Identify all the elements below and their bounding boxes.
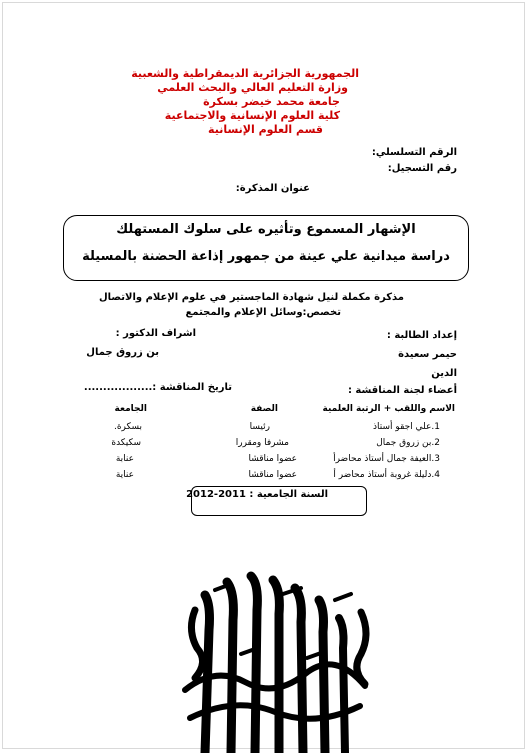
memo-subtitle: دراسة ميدانية علي عينة من جمهور إذاعة الحضنة بالمسيلة (82, 249, 450, 264)
committee-label: أعضاء لجنة المناقشة : (347, 385, 457, 396)
table-row-4-university: عناية (115, 470, 134, 480)
defense-date-label: تاريخ المناقشة :.................. (83, 382, 232, 393)
memo-title: الإشهار المسموع وتأثيره على سلوك المستهلك (116, 222, 416, 237)
table-row-3-university: عنابة (115, 454, 134, 464)
table-row-1-name: 1.علي اجقو أستاذ (373, 422, 440, 432)
serial-number-label: الرقم التسلسلي: (371, 147, 457, 158)
prepared-by-label: إعداد الطالبة : (386, 330, 457, 341)
table-row-3-role: عضوا مناقشا (248, 454, 297, 464)
header-university: جامعة محمد خيضر بسكرة (203, 95, 340, 108)
table-row-3-name: 3.العيفة جمال أستاذ محاضرأ (333, 454, 440, 464)
header-republic: الجمهورية الجزائرية الديمقراطية والشعبية (131, 67, 359, 80)
table-row-1-university: بسكرة. (113, 422, 142, 432)
title-box (63, 215, 469, 281)
table-row-1-role: رئيسا (249, 422, 270, 432)
table-row-4-name: 4.دليلة غروبة أستاذ محاضر أ (333, 470, 440, 480)
table-header-university: الجامعة (114, 404, 147, 414)
table-header-role: الصفة (250, 404, 278, 414)
table-row-2-university: سكيكدة (111, 438, 141, 448)
table-header-name: الاسم واللقب + الرتبة العلمية (322, 404, 455, 414)
header-department: قسم العلوم الإنسانية (208, 123, 323, 136)
specialty-line: تخصص:وسائل الإعلام والمجتمع (185, 307, 341, 318)
header-ministry: وزارة التعليم العالي والبحث العلمي (157, 81, 348, 94)
table-row-2-name: 2.بن زروق جمال (376, 438, 440, 448)
table-row-4-role: عضوا مناقشا (248, 470, 297, 480)
registration-number-label: رقم التسجيل: (387, 163, 457, 174)
student-name-continued: الدين (431, 368, 457, 379)
degree-line: مذكرة مكملة لنيل شهادة الماجستير في علوم الإعلام والاتصال (98, 292, 404, 303)
basmala-calligraphy (175, 570, 375, 753)
academic-year: السنة الجامعية : 2011-2012 (186, 489, 328, 500)
table-row-2-role: مشرفا ومقررا (235, 438, 289, 448)
memo-title-label: عنوان المذكرة: (235, 183, 310, 194)
supervisor-label: اشراف الدكتور : (115, 328, 196, 339)
supervisor-name: بن زروق جمال (86, 347, 159, 358)
student-name: حيمر سعيدة (398, 349, 457, 360)
header-faculty: كلية العلوم الإنسانية والاجتماعية (164, 109, 340, 122)
